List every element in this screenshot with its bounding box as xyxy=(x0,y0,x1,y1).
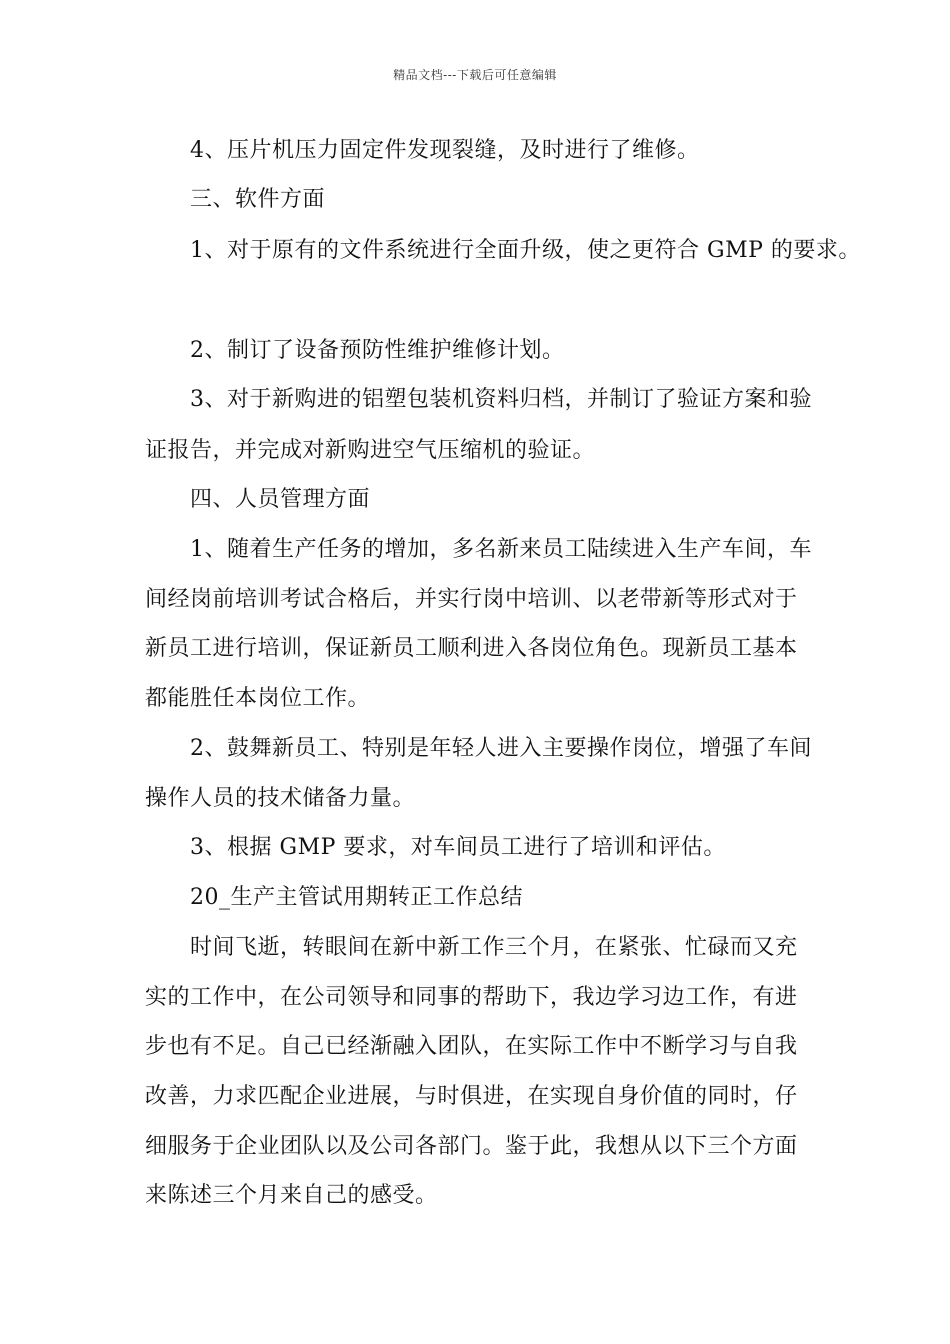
section-heading: 四、人员管理方面 xyxy=(190,487,371,512)
text-line: 间经岗前培训考试合格后，并实行岗中培训、以老带新等形式对于 xyxy=(145,587,798,612)
text-line: 操作人员的技术储备力量。 xyxy=(145,786,416,811)
text-line: 1、随着生产任务的增加，多名新来员工陆续进入生产车间，车 xyxy=(190,537,812,562)
text-line: 来陈述三个月来自己的感受。 xyxy=(145,1183,438,1208)
text-line: 2、鼓舞新员工、特别是年轻人进入主要操作岗位，增强了车间 xyxy=(190,736,812,761)
text-line: 3、对于新购进的铝塑包装机资料归档，并制订了验证方案和验 xyxy=(190,387,812,412)
page-header: 精品文档---下载后可任意编辑 xyxy=(393,68,557,82)
section-heading: 三、软件方面 xyxy=(190,187,326,212)
text-line: 都能胜任本岗位工作。 xyxy=(145,686,371,711)
text-line: 步也有不足。自己已经渐融入团队，在实际工作中不断学习与自我 xyxy=(145,1034,798,1059)
text-line: 实的工作中，在公司领导和同事的帮助下，我边学习边工作，有进 xyxy=(145,985,798,1010)
text-line: 2、制订了设备预防性维护维修计划。 xyxy=(190,338,565,363)
text-line: 1、对于原有的文件系统进行全面升级，使之更符合 GMP 的要求。 xyxy=(190,238,861,263)
text-line: 3、根据 GMP 要求，对车间员工进行了培训和评估。 xyxy=(190,835,726,860)
text-line: 改善，力求匹配企业进展，与时俱进，在实现自身价值的同时，仔 xyxy=(145,1084,798,1109)
text-line: 证报告，并完成对新购进空气压缩机的验证。 xyxy=(145,438,596,463)
text-line: 4、压片机压力固定件发现裂缝，及时进行了维修。 xyxy=(190,138,700,163)
text-line: 新员工进行培训，保证新员工顺利进入各岗位角色。现新员工基本 xyxy=(145,636,798,661)
text-line: 细服务于企业团队以及公司各部门。鉴于此，我想从以下三个方面 xyxy=(145,1134,798,1159)
text-line: 时间飞逝，转眼间在新中新工作三个月，在紧张、忙碌而又充 xyxy=(190,935,798,960)
section-heading: 20_生产主管试用期转正工作总结 xyxy=(190,885,523,910)
